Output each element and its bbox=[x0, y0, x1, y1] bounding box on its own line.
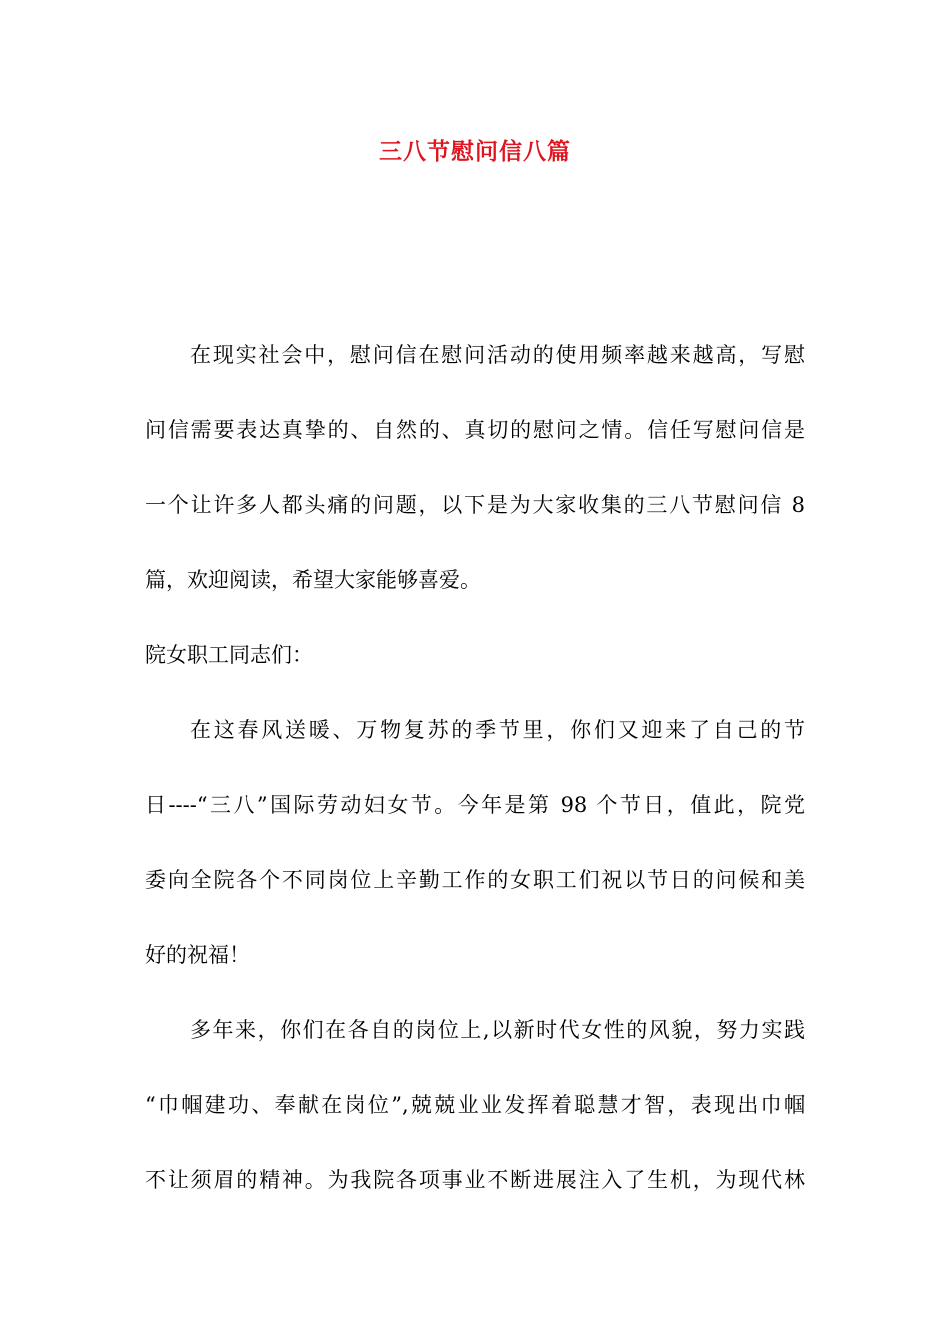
paragraph-line: 好的祝福！ bbox=[145, 943, 250, 967]
document-title: 三八节慰问信八篇 bbox=[379, 138, 571, 165]
paragraph-line: 一个让许多人都头痛的问题，以下是为大家收集的三八节慰问信 8 bbox=[145, 493, 805, 517]
document-body bbox=[145, 318, 805, 1218]
paragraph-line: 在现实社会中，慰问信在慰问活动的使用频率越来越高，写慰 bbox=[190, 343, 805, 367]
paragraph-line: 在这春风送暖、万物复苏的季节里，你们又迎来了自己的节 bbox=[190, 718, 805, 742]
paragraph-line: 篇，欢迎阅读，希望大家能够喜爱。 bbox=[145, 568, 481, 592]
paragraph-line: 问信需要表达真挚的、自然的、真切的慰问之情。信任写慰问信是 bbox=[145, 418, 805, 442]
paragraph-line: 不让须眉的精神。为我院各项事业不断进展注入了生机，为现代林 bbox=[145, 1168, 805, 1192]
paragraph-line: “巾帼建功、奉献在岗位”,兢兢业业发挥着聪慧才智，表现出巾帼 bbox=[145, 1093, 805, 1117]
salutation-line: 院女职工同志们： bbox=[145, 643, 313, 667]
paragraph-line: 多年来，你们在各自的岗位上,以新时代女性的风貌，努力实践 bbox=[190, 1018, 805, 1042]
paragraph-line: 委向全院各个不同岗位上辛勤工作的女职工们祝以节日的问候和美 bbox=[145, 868, 805, 892]
paragraph-line: 日----“三八”国际劳动妇女节。今年是第 98 个节日，值此，院党 bbox=[145, 793, 805, 817]
